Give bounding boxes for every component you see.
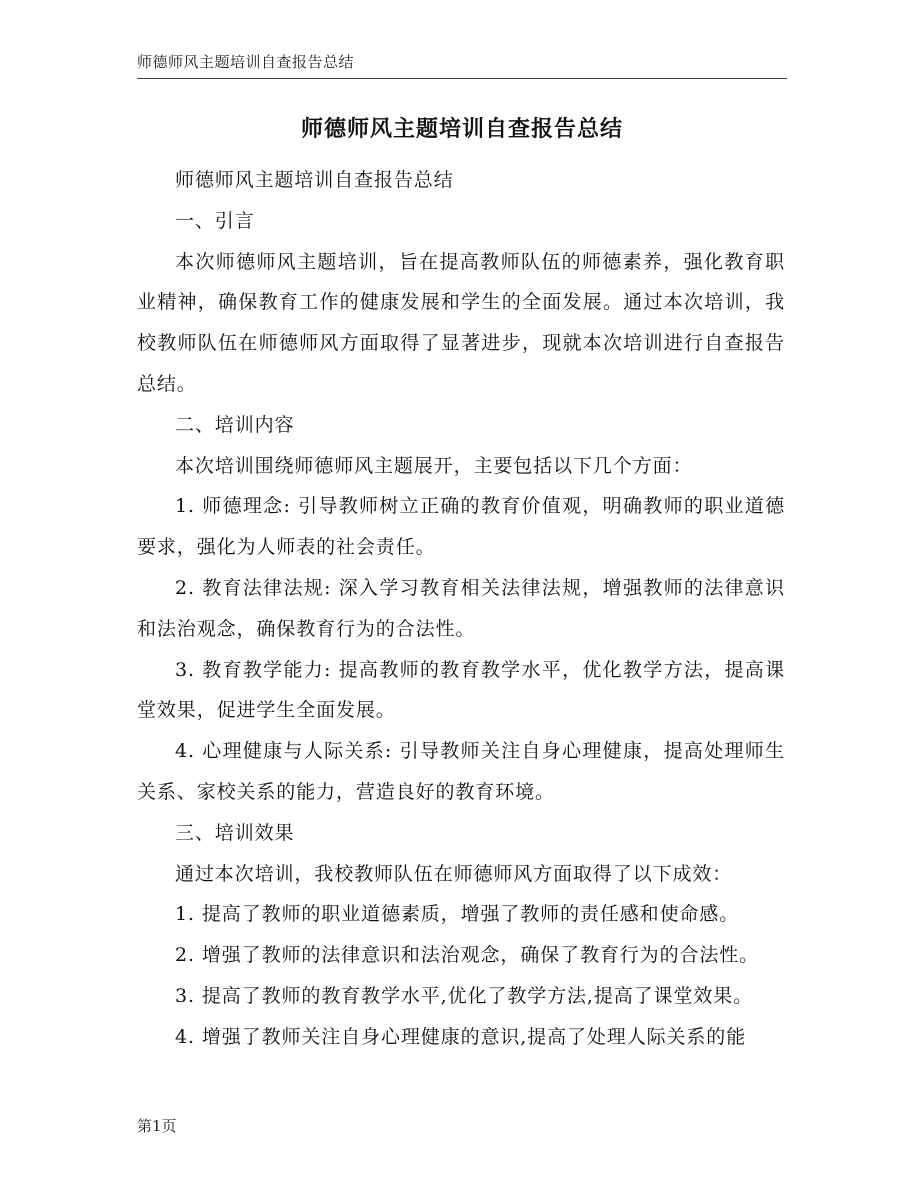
- running-header: 师德师风主题培训自查报告总结: [137, 53, 355, 71]
- list-item: 4. 心理健康与人际关系: 引导教师关注自身心理健康，提高处理师生关系、家校关系的能力，营造良好的教育环境。: [137, 740, 785, 803]
- list-item: 3. 提高了教师的教育教学水平,优化了教学方法,提高了课堂效果。: [175, 984, 754, 1007]
- subtitle-paragraph: 师德师风主题培训自查报告总结: [175, 169, 454, 191]
- list-item: 4. 增强了教师关注自身心理健康的意识,提高了处理人际关系的能: [175, 1025, 747, 1048]
- list-item: 3. 教育教学能力: 提高教师的教育教学水平，优化教学方法，提高课堂效果，促进学生全面发展。: [137, 658, 785, 722]
- document-body: [137, 160, 785, 1058]
- list-item: 2. 教育法律法规: 深入学习教育相关法律法规，增强教师的法律意识和法治观念，确保教育行为的合法性。: [137, 576, 785, 640]
- section-heading-training-effect: 三、培训效果: [175, 821, 295, 844]
- document-title: 师德师风主题培训自查报告总结: [300, 116, 623, 142]
- body-paragraph: 本次培训围绕师德师风主题展开，主要包括以下几个方面：: [175, 454, 693, 477]
- body-paragraph: 本次师德师风主题培训，旨在提高教师队伍的师德素养，强化教育职业精神，确保教育工作的健康发展和学生的全面发展。通过本次培训，我校教师队伍在师德师风方面取得了显著进步，现就本次培训进行自查报告总结。: [137, 250, 785, 395]
- list-item: 2. 增强了教师的法律意识和法治观念，确保了教育行为的合法性。: [175, 944, 760, 967]
- list-item: 1. 师德理念: 引导教师树立正确的教育价值观，明确教师的职业道德要求，强化为人师表的社会责任。: [137, 495, 785, 559]
- section-heading-training-content: 二、培训内容: [175, 413, 295, 436]
- body-paragraph: 通过本次培训，我校教师队伍在师德师风方面取得了以下成效：: [175, 862, 733, 885]
- page-number: 第1页: [137, 1117, 177, 1135]
- list-item: 1. 提高了教师的职业道德素质，增强了教师的责任感和使命感。: [175, 903, 740, 926]
- header-divider: [137, 78, 787, 79]
- section-heading-introduction: 一、引言: [175, 209, 255, 232]
